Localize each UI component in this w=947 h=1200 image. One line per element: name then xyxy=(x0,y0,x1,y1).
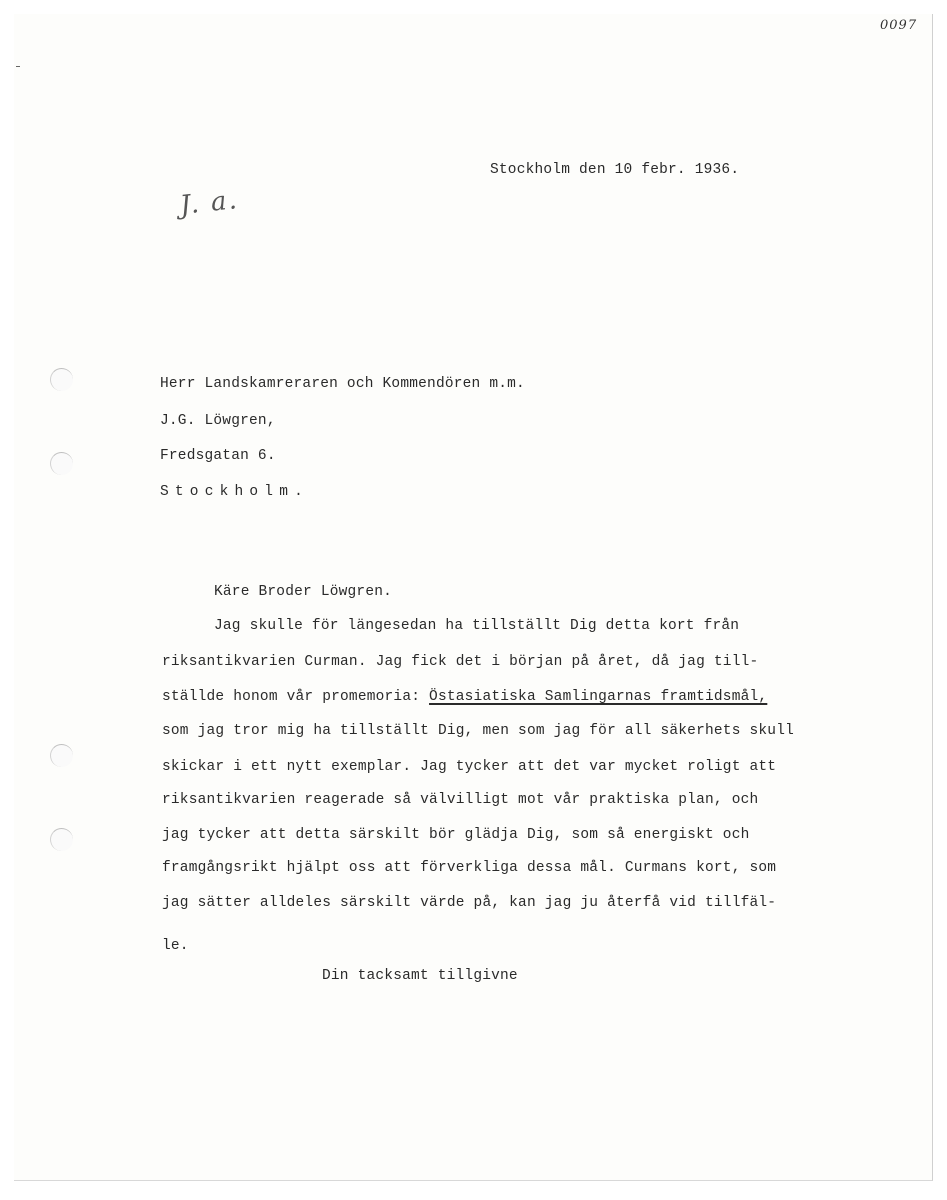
recipient-name: J.G. Löwgren, xyxy=(160,413,276,429)
body-line: Jag skulle för längesedan ha tillställt Dig detta kort från xyxy=(214,618,740,634)
salutation: Käre Broder Löwgren. xyxy=(214,584,393,600)
recipient-street: Fredsgatan 6. xyxy=(160,448,276,464)
punch-hole-2 xyxy=(50,452,73,475)
punch-hole-1 xyxy=(50,368,73,391)
punch-hole-4 xyxy=(50,828,73,851)
closing: Din tacksamt tillgivne xyxy=(322,968,518,984)
body-line xyxy=(162,689,767,705)
body-line: framgångsrikt hjälpt oss att förverkliga dessa mål. Curmans kort, som xyxy=(162,860,777,876)
date-line: Stockholm den 10 febr. 1936. xyxy=(490,162,740,178)
body-line: riksantikvarien reagerade så välvilligt mot vår praktiska plan, och xyxy=(162,792,759,808)
body-line: le. xyxy=(162,938,189,954)
body-line: skickar i ett nytt exemplar. Jag tycker att det var mycket roligt att xyxy=(162,759,777,775)
recipient-title: Herr Landskamreraren och Kommendören m.m. xyxy=(160,376,525,392)
edge-mark xyxy=(16,66,20,67)
handwritten-annotation: J. a. xyxy=(178,185,241,221)
body-line: jag tycker att detta särskilt bör glädja Dig, som så energiskt och xyxy=(162,827,750,843)
punch-hole-3 xyxy=(50,744,73,767)
body-line: som jag tror mig ha tillställt Dig, men som jag för all säkerhets skull xyxy=(162,723,795,739)
body-line: jag sätter alldeles särskilt värde på, kan jag ju återfå vid tillfäl- xyxy=(162,895,777,911)
body-line: riksantikvarien Curman. Jag fick det i början på året, då jag till- xyxy=(162,654,759,670)
recipient-city: Stockholm. xyxy=(160,484,310,500)
body-text: ställde honom vår promemoria: xyxy=(162,689,430,705)
publication-title: Östasiatiska Samlingarnas framtidsmål, xyxy=(429,689,768,705)
paper-sheet xyxy=(14,14,933,1181)
archive-number: 0097 xyxy=(880,18,918,33)
